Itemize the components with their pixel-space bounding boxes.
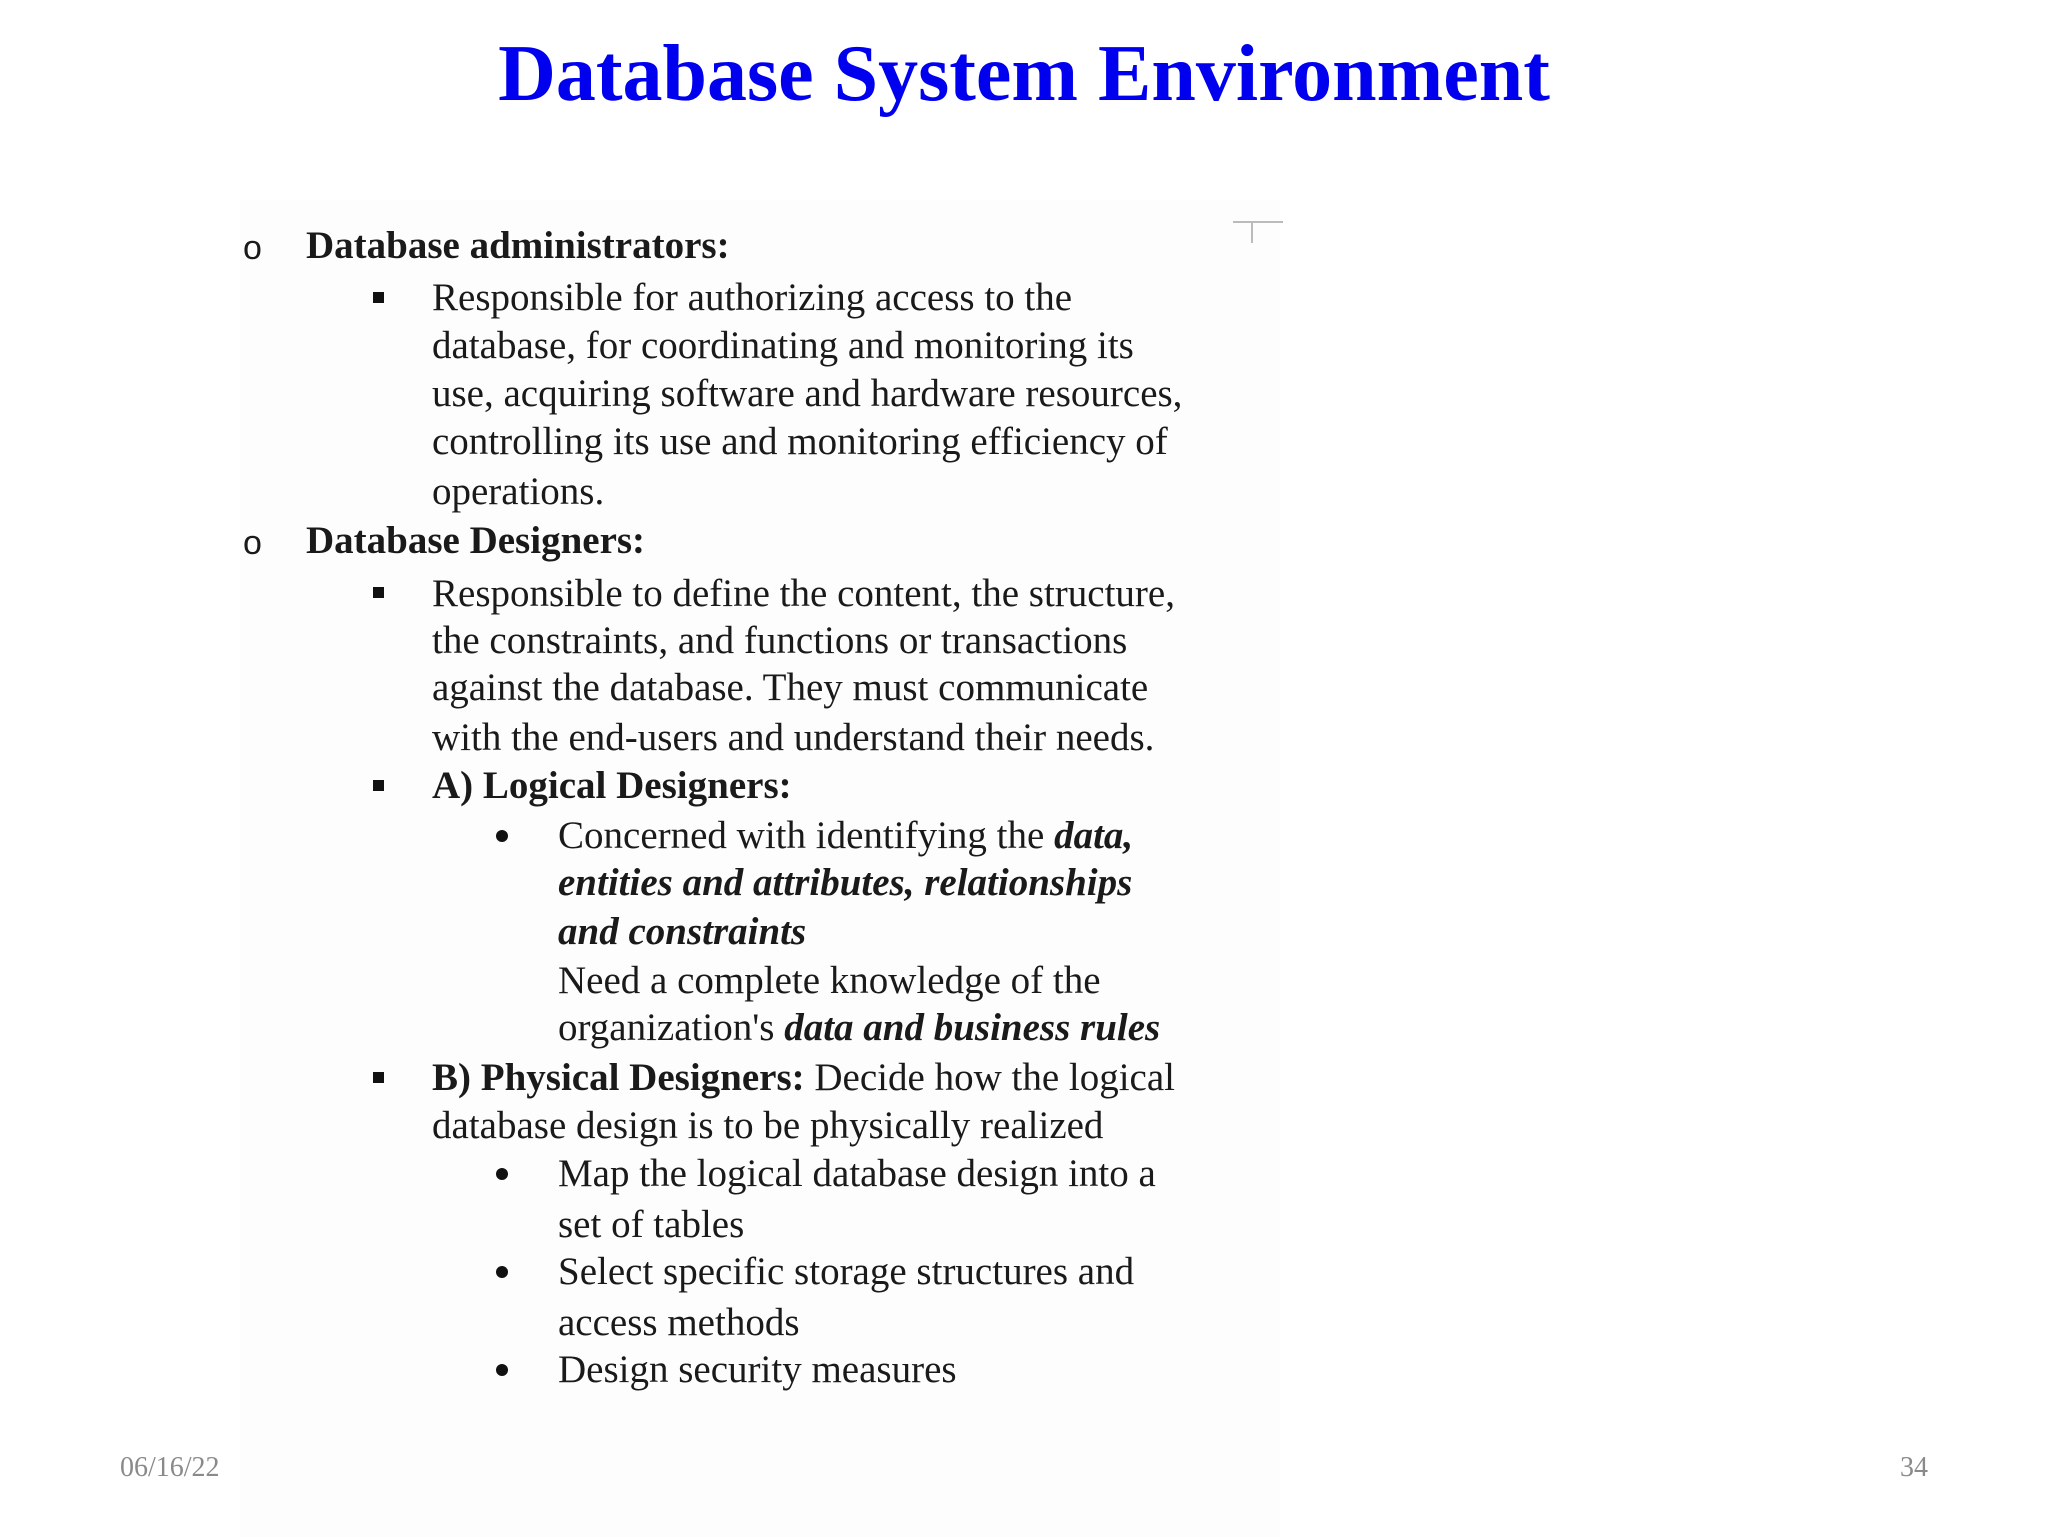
square-bullet <box>373 1072 384 1083</box>
physical-item-line: set of tables <box>558 1203 745 1246</box>
physical-item-line: access methods <box>558 1301 800 1344</box>
square-bullet <box>373 292 384 303</box>
round-bullet <box>496 830 508 842</box>
admins-heading: Database administrators: <box>306 224 730 267</box>
physical-item-line: Select specific storage structures and <box>558 1250 1135 1293</box>
insertion-mark <box>1233 221 1283 247</box>
physical-line-2: database design is to be physically realized <box>432 1104 1104 1147</box>
logical-heading: A) Logical Designers: <box>432 764 792 807</box>
admins-line: controlling its use and monitoring efficiency of <box>432 420 1168 463</box>
square-bullet <box>373 780 384 791</box>
round-bullet <box>496 1364 508 1376</box>
circle-bullet: o <box>243 524 262 562</box>
designers-line: Responsible to define the content, the structure, <box>432 572 1175 615</box>
physical-item-line: Design security measures <box>558 1348 957 1391</box>
round-bullet <box>496 1168 508 1180</box>
round-bullet <box>496 1266 508 1278</box>
logical-line-5-emphasis: data and business rules <box>784 1006 1161 1049</box>
logical-line-1 <box>558 816 1133 855</box>
footer-date: 06/16/22 <box>120 1452 220 1483</box>
logical-line-5-text: organization's <box>558 1006 785 1049</box>
logical-line-1-emphasis: data, <box>1054 814 1134 857</box>
slide-title: Database System Environment <box>498 30 1550 118</box>
logical-line-3: and constraints <box>558 910 807 953</box>
page-number: 34 <box>1900 1452 1928 1483</box>
admins-line: database, for coordinating and monitoring its <box>432 324 1134 367</box>
mark-vertical <box>1251 221 1253 243</box>
physical-item-line: Map the logical database design into a <box>558 1152 1156 1195</box>
admins-line: Responsible for authorizing access to the <box>432 276 1073 319</box>
logical-line-4: Need a complete knowledge of the <box>558 959 1101 1002</box>
physical-heading: B) Physical Designers: <box>432 1056 805 1099</box>
designers-heading: Database Designers: <box>306 519 646 562</box>
designers-line: the constraints, and functions or transactions <box>432 619 1128 662</box>
square-bullet <box>373 587 384 598</box>
logical-line-2: entities and attributes, relationships <box>558 861 1133 904</box>
physical-line-1 <box>432 1058 1175 1097</box>
logical-line-5 <box>558 1008 1160 1047</box>
circle-bullet: o <box>243 229 262 267</box>
admins-line: use, acquiring software and hardware resources, <box>432 372 1183 415</box>
designers-line: with the end-users and understand their needs. <box>432 716 1155 759</box>
logical-line-1-text: Concerned with identifying the <box>558 814 1055 857</box>
physical-line-1-text: Decide how the logical <box>804 1056 1176 1099</box>
designers-line: against the database. They must communicate <box>432 666 1149 709</box>
admins-line: operations. <box>432 470 605 513</box>
mark-horizontal <box>1233 221 1283 223</box>
